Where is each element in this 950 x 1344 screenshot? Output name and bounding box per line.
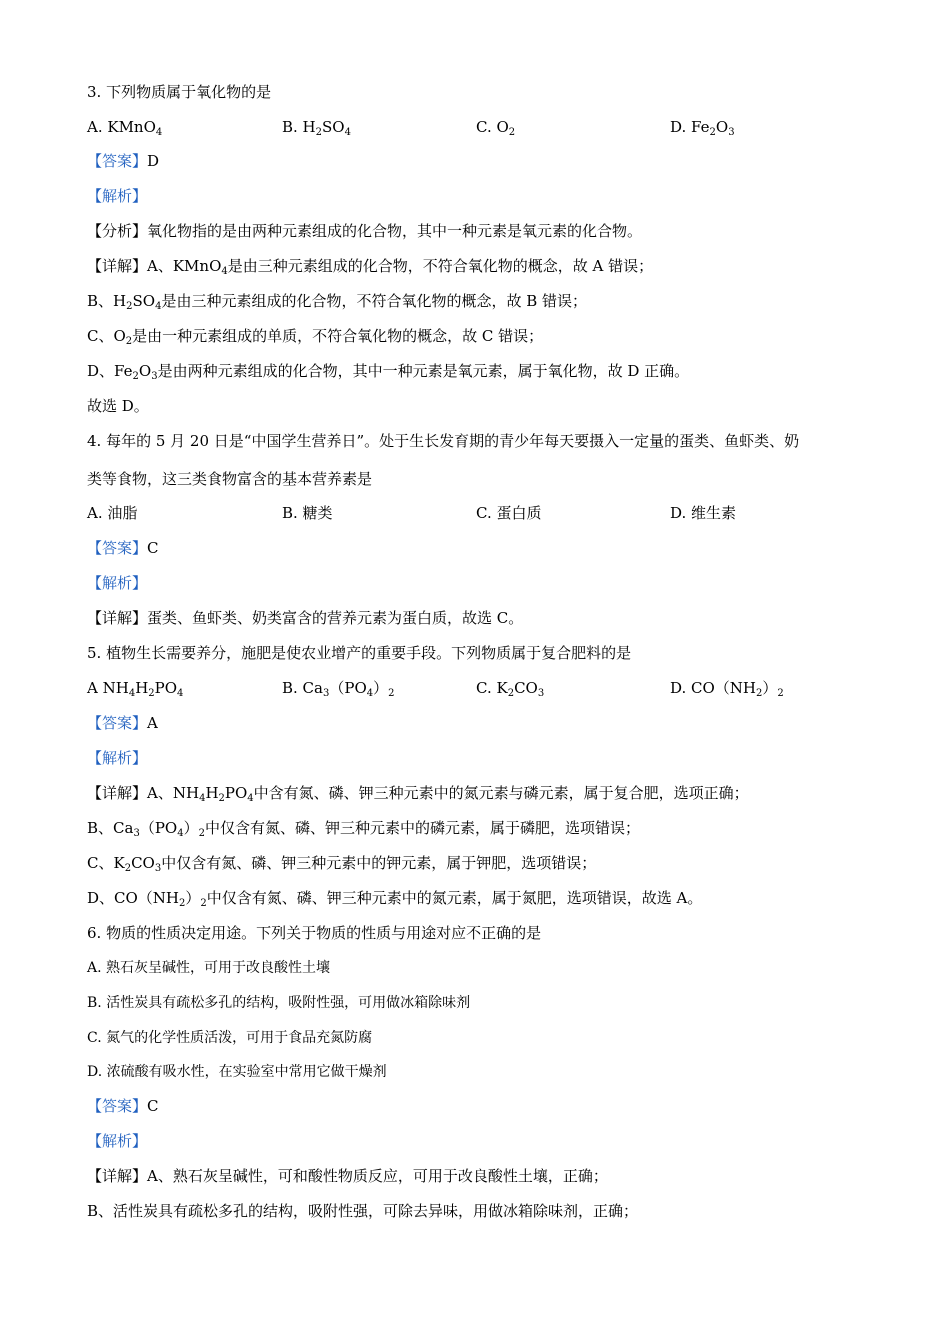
q5-option-a: A $NH_4H_2PO_4$ [87, 679, 184, 699]
q5-analysis-tag: 【解析】 [87, 749, 148, 767]
q4-option-d: D. 维生素 [670, 504, 737, 522]
q6-option-b: B. 活性炭具有疏松多孔的结构，吸附性强，可用做冰箱除味剂 [87, 995, 471, 1011]
q6-option-c: C. 氮气的化学性质活泼，可用于食品充氮防腐 [87, 1030, 373, 1046]
q5-detail-1: 【详解】A、$NH_4H_2PO_4$中含有氮、磷、钾三种元素中的氮元素与磷元素，属于复合肥，选项正确； [87, 784, 749, 804]
q3-detail-4: D、$Fe_2O_3$是由两种元素组成的化合物，其中一种元素是氧元素，属于氧化物，故 D 正确。 [87, 362, 690, 382]
q5-option-b: B. $Ca_3(PO_4)_2$ [282, 679, 395, 699]
q4-option-c: C. 蛋白质 [476, 504, 542, 522]
q3-fenxi: 【分析】氧化物指的是由两种元素组成的化合物，其中一种元素是氧元素的化合物。 [87, 222, 643, 240]
q4-analysis-tag: 【解析】 [87, 574, 148, 592]
q3-conclusion: 故选 D。 [87, 397, 149, 415]
q4-answer: 【答案】C [87, 539, 159, 557]
question-3-stem: 3. 下列物质属于氧化物的是 [87, 83, 272, 101]
question-6-stem: 6. 物质的性质决定用途。下列关于物质的性质与用途对应不正确的是 [87, 924, 542, 942]
q6-detail-2: B、活性炭具有疏松多孔的结构，吸附性强，可除去异味，用做冰箱除味剂，正确； [87, 1202, 639, 1220]
q5-detail-4: D、$CO(NH_2)_2$中仅含有氮、磷、钾三种元素中的氮元素，属于氮肥，选项错误，故选 A。 [87, 889, 703, 909]
question-4-stem-line-1: 4. 每年的 5 月 20 日是“中国学生营养日”。处于生长发育期的青少年每天要摄入一定量的蛋类、鱼虾类、奶 [87, 432, 800, 450]
q6-option-d: D. 浓硫酸有吸水性，在实验室中常用它做干燥剂 [87, 1064, 387, 1080]
q6-detail-1: 【详解】A、熟石灰呈碱性，可和酸性物质反应，可用于改良酸性土壤，正确； [87, 1167, 608, 1185]
q6-option-a: A. 熟石灰呈碱性，可用于改良酸性土壤 [87, 960, 331, 976]
q6-analysis-tag: 【解析】 [87, 1132, 148, 1150]
q3-detail-1: 【详解】A、KMnO$_4$是由三种元素组成的化合物，不符合氧化物的概念，故 A 错误； [87, 257, 654, 277]
q5-detail-2: B、$Ca_3(PO_4)_2$中仅含有氮、磷、钾三种元素中的磷元素，属于磷肥，选项错误； [87, 819, 640, 839]
q5-detail-3: C、$K_2CO_3$中仅含有氮、磷、钾三种元素中的钾元素，属于钾肥，选项错误； [87, 854, 597, 874]
q3-detail-2: B、$H_2SO_4$是由三种元素组成的化合物，不符合氧化物的概念，故 B 错误； [87, 292, 587, 312]
q3-answer: 【答案】D [87, 152, 160, 170]
q4-option-b: B. 糖类 [282, 504, 333, 522]
q4-detail: 【详解】蛋类、鱼虾类、奶类富含的营养元素为蛋白质，故选 C。 [87, 609, 524, 627]
question-4-stem-line-2: 类等食物，这三类食物富含的基本营养素是 [87, 470, 373, 488]
q3-option-d: D. $Fe_2O_3$ [670, 118, 735, 138]
q3-option-b: B. $H_2SO_4$ [282, 118, 351, 138]
q4-option-a: A. 油脂 [87, 504, 138, 522]
q3-detail-3: C、$O_2$是由一种元素组成的单质，不符合氧化物的概念，故 C 错误； [87, 327, 544, 347]
q3-analysis-tag: 【解析】 [87, 187, 148, 205]
q5-answer: 【答案】A [87, 714, 158, 732]
q5-option-d: D. $CO(NH_2)_2$ [670, 679, 784, 699]
q3-option-a: A. KMnO$_4$ [87, 118, 163, 138]
q5-option-c: C. $K_2CO_3$ [476, 679, 545, 699]
q3-option-c: C. $O_2$ [476, 118, 516, 138]
question-5-stem: 5. 植物生长需要养分，施肥是使农业增产的重要手段。下列物质属于复合肥料的是 [87, 644, 632, 662]
q6-answer: 【答案】C [87, 1097, 159, 1115]
